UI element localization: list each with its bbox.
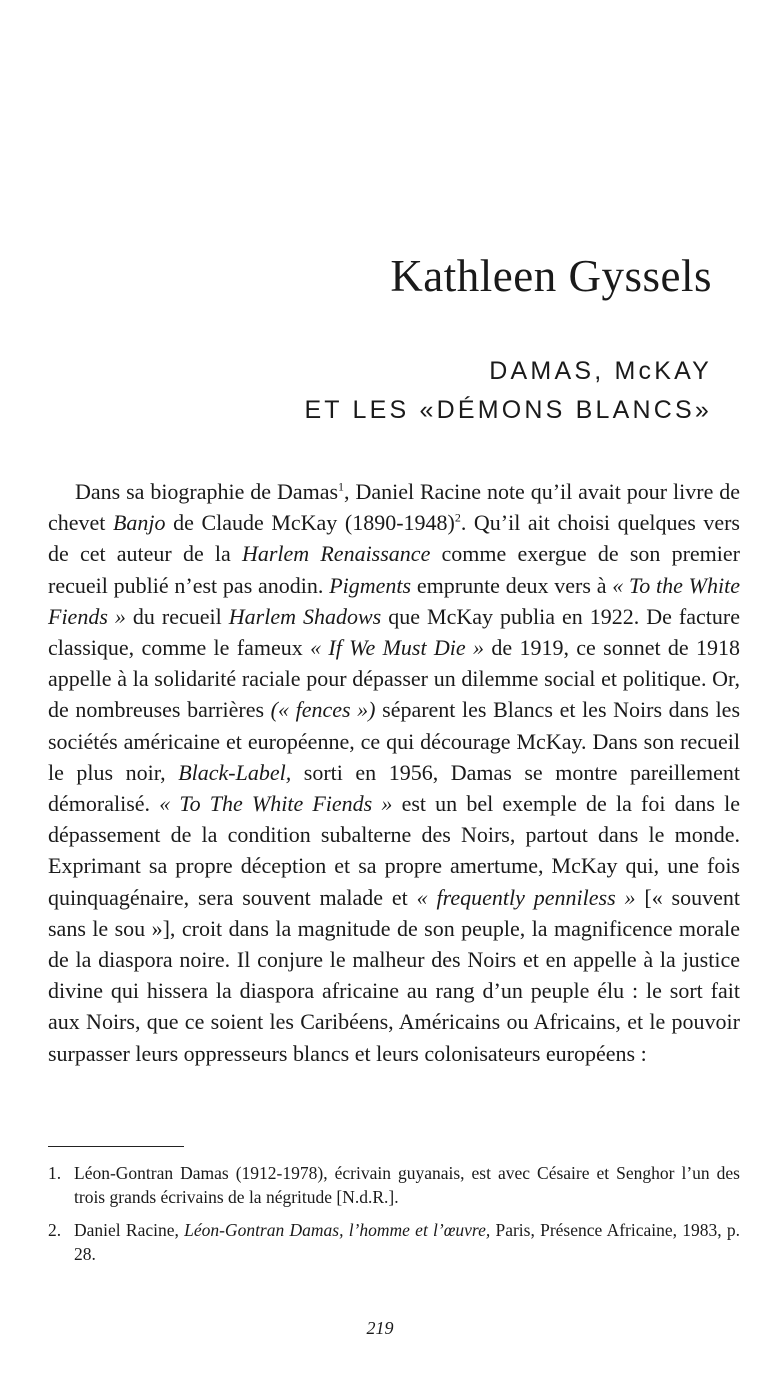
text-run: , Daniel Racine note qu’il avait pour livre de chevet bbox=[48, 479, 740, 536]
italic-run: Pigments bbox=[329, 572, 412, 598]
text-run: de 1919, ce sonnet de 1918 appelle à la solidarité raciale pour dépasser un dilemme social et politique. Or, de nombreuses barrières bbox=[48, 635, 741, 723]
footnote-1 bbox=[48, 1162, 740, 1209]
text-run: emprunte deux vers à bbox=[411, 572, 613, 598]
text-run: séparent les Blancs et les Noirs dans les sociétés américaine et européenne, ce qui décourage McKay. Dans son recueil le plus noir, bbox=[48, 697, 741, 785]
italic-run: Banjo bbox=[112, 510, 166, 536]
text-run: de Claude McKay (1890-1948) bbox=[165, 510, 455, 536]
footnote-divider bbox=[48, 1146, 184, 1147]
text-run: Dans sa biographie de Damas bbox=[75, 479, 339, 504]
footnote-number: 1. bbox=[48, 1163, 62, 1183]
text-run: du recueil bbox=[125, 603, 229, 629]
italic-run: « If We Must Die » bbox=[310, 635, 485, 661]
chapter-title-line-2: ET LES «DÉMONS BLANCS» bbox=[304, 396, 712, 424]
text-run: Paris, Présence Africaine, 1983, p. 28. bbox=[74, 1220, 740, 1264]
footnote-2 bbox=[48, 1219, 740, 1266]
italic-run: « frequently penniless » bbox=[416, 884, 636, 910]
italic-run: Harlem Renaissance bbox=[241, 541, 431, 567]
text-run: sorti en 1956, Damas se montre pareillement démoralisé. bbox=[48, 759, 740, 817]
footnote-text bbox=[74, 1219, 740, 1266]
author-name: Kathleen Gyssels bbox=[390, 251, 712, 301]
text-run: comme exergue de son premier recueil publié n’est pas anodin. bbox=[48, 541, 740, 598]
italic-run: « To the White Fiends » bbox=[48, 572, 740, 629]
body-paragraph bbox=[48, 476, 740, 1069]
italic-run: « To The White Fiends » bbox=[159, 791, 393, 817]
italic-run: Black-Label, bbox=[178, 759, 292, 785]
text-run: Daniel Racine, bbox=[74, 1220, 185, 1240]
footnotes bbox=[48, 1162, 740, 1276]
text-run: . Qu’il ait choisi quelques vers de cet auteur de la bbox=[48, 510, 740, 567]
italic-run: (« fences ») bbox=[270, 697, 376, 723]
page-number: 219 bbox=[366, 1318, 394, 1338]
footnote-ref-2[interactable]: 2 bbox=[454, 510, 461, 525]
chapter-title-line-1: DAMAS, McKAY bbox=[489, 357, 712, 385]
footnote-text: Léon-Gontran Damas (1912-1978), écrivain guyanais, est avec Césaire et Senghor l’un des trois grands écrivains de la négritude [N.d.R.]. bbox=[74, 1163, 740, 1207]
footnote-number: 2. bbox=[48, 1220, 62, 1240]
italic-run: Harlem Shadows bbox=[228, 603, 382, 629]
text-run: que McKay publia en 1922. De facture classique, comme le fameux bbox=[48, 603, 740, 661]
footnote-ref-1[interactable]: 1 bbox=[338, 479, 345, 494]
text-run: est un bel exemple de la foi dans le dépassement de la condition subalterne des Noirs, partout dans le monde. Exprimant sa propre déception et sa propre amertume, McKay qui, une fois quinquagénaire, sera souvent malade et bbox=[48, 791, 740, 910]
italic-run: Léon-Gontran Damas, l’homme et l’œuvre, bbox=[184, 1220, 491, 1240]
text-run: [« souvent sans le sou »], croit dans la magnitude de son peuple, la magnificence morale de la diaspora noire. Il conjure le malheur des Noirs et en appelle à la justice divine qui hissera la diaspora africaine au rang d’un peuple élu : le sort fait aux Noirs, que ce soient les Caribéens, Américains ou Africains, et le pouvoir surpasser leurs oppresseurs blancs et leurs colonisateurs européens : bbox=[48, 884, 740, 1066]
